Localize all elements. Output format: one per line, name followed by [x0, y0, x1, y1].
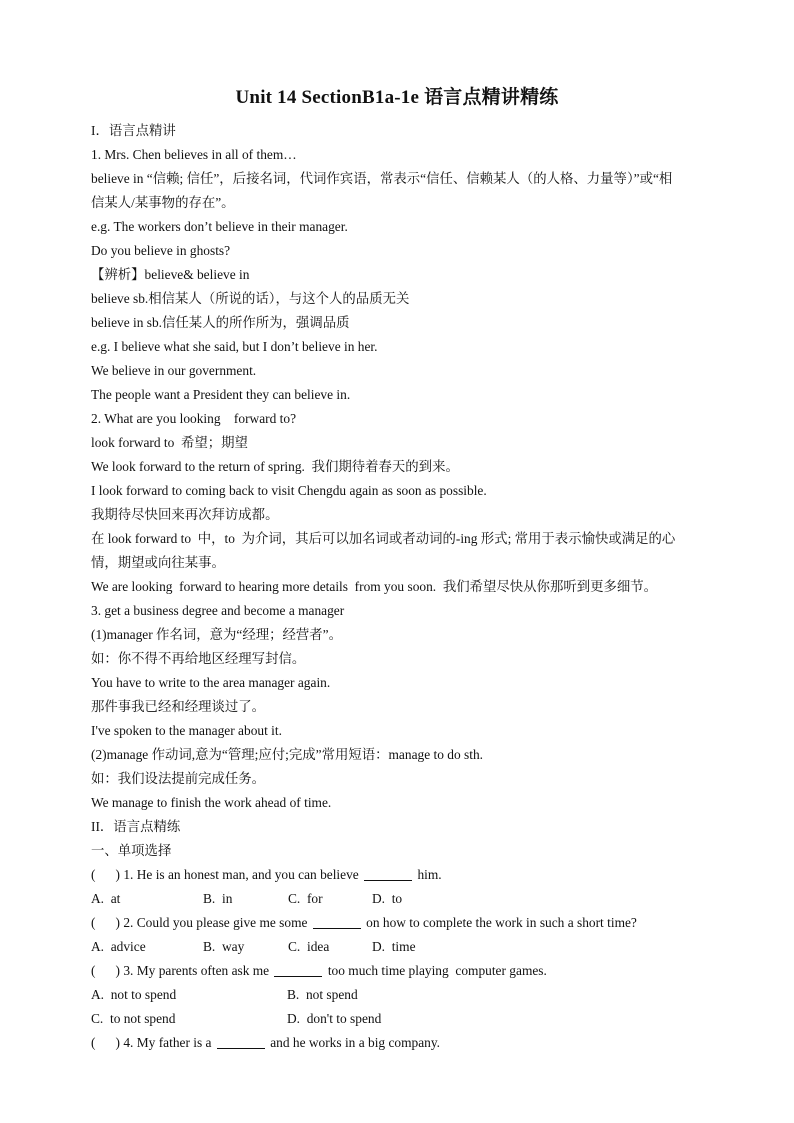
option-d[interactable]: D. time — [372, 939, 416, 954]
explanation-line: 信某人/某事物的存在”。 — [91, 195, 235, 210]
example-line: I've spoken to the manager about it. — [91, 723, 282, 738]
question-2 — [91, 911, 711, 935]
example-line: We look forward to the return of spring. 我们期待着春天的到来。 — [91, 459, 459, 474]
question-text: too much time playing computer games. — [324, 963, 547, 978]
answer-blank[interactable] — [364, 866, 412, 881]
question-4 — [91, 1031, 711, 1055]
point-3-title: 3. get a business degree and become a manager — [91, 603, 345, 618]
comparison-heading: 【辨析】believe& believe in — [91, 267, 250, 282]
subsection-heading: 一、单项选择 — [91, 843, 172, 858]
document-title: Unit 14 SectionB1a-1e 语言点精讲精练 — [235, 87, 559, 108]
point-1-title: 1. Mrs. Chen believes in all of them… — [91, 147, 297, 162]
option-c[interactable]: C. for — [288, 891, 323, 906]
option-b[interactable]: B. way — [203, 939, 245, 954]
section-heading: II．语言点精练 — [91, 819, 181, 834]
question-text: ( ) 4. My father is a — [91, 1035, 215, 1050]
example-line: e.g. The workers don’t believe in their manager. — [91, 219, 348, 234]
explanation-line: look forward to 希望；期望 — [91, 435, 248, 450]
question-2-options — [91, 935, 711, 959]
option-b[interactable]: B. not spend — [287, 987, 358, 1002]
example-line: 那件事我已经和经理谈过了。 — [91, 699, 266, 714]
option-d[interactable]: D. to — [372, 891, 403, 906]
option-d[interactable]: D. don't to spend — [287, 1011, 382, 1026]
explanation-line: believe sb.相信某人（所说的话），与这个人的品质无关 — [91, 291, 410, 306]
question-3-options-row-1 — [91, 983, 711, 1007]
question-3-options-row-2 — [91, 1007, 711, 1031]
example-line: You have to write to the area manager again. — [91, 675, 331, 690]
option-a[interactable]: A. advice — [91, 939, 146, 954]
option-a[interactable]: A. at — [91, 891, 121, 906]
example-line: The people want a President they can believe in. — [91, 387, 351, 402]
explanation-line: believe in “信赖; 信任”，后接名词，代词作宾语，常表示“信任、信赖某人（的人格、力量等）”或“相 — [91, 171, 673, 186]
example-line: 如：我们设法提前完成任务。 — [91, 771, 266, 786]
answer-blank[interactable] — [274, 962, 322, 977]
question-3 — [91, 959, 711, 983]
example-line: Do you believe in ghosts? — [91, 243, 231, 258]
answer-blank[interactable] — [217, 1034, 265, 1049]
example-line: 我期待尽快回来再次拜访成都。 — [91, 507, 279, 522]
explanation-line: believe in sb.信任某人的所作所为，强调品质 — [91, 315, 350, 330]
question-1 — [91, 863, 711, 887]
example-line: e.g. I believe what she said, but I don’t believe in her. — [91, 339, 378, 354]
question-text: ( ) 3. My parents often ask me — [91, 963, 273, 978]
question-text: ( ) 2. Could you please give me some — [91, 915, 311, 930]
explanation-line: 在 look forward to 中，to 为介词，其后可以加名词或者动词的-ing 形式; 常用于表示愉快或满足的心 — [91, 531, 676, 546]
example-line: I look forward to coming back to visit Chengdu again as soon as possible. — [91, 483, 487, 498]
document-body — [91, 119, 711, 1055]
option-c[interactable]: C. idea — [288, 939, 330, 954]
option-c[interactable]: C. to not spend — [91, 1011, 176, 1026]
explanation-line: (1)manager 作名词，意为“经理；经营者”。 — [91, 627, 343, 642]
question-text: him. — [414, 867, 442, 882]
section-heading: I．语言点精讲 — [91, 123, 176, 138]
question-text: on how to complete the work in such a short time? — [362, 915, 637, 930]
answer-blank[interactable] — [313, 914, 361, 929]
example-line: 如：你不得不再给地区经理写封信。 — [91, 651, 306, 666]
question-text: ( ) 1. He is an honest man, and you can believe — [91, 867, 363, 882]
option-a[interactable]: A. not to spend — [91, 987, 177, 1002]
example-line: We believe in our government. — [91, 363, 257, 378]
explanation-line: 情，期望或向往某事。 — [91, 555, 225, 570]
question-text: and he works in a big company. — [266, 1035, 441, 1050]
question-1-options — [91, 887, 711, 911]
point-2-title: 2. What are you looking forward to? — [91, 411, 297, 426]
example-line: We manage to finish the work ahead of time. — [91, 795, 332, 810]
example-line: We are looking forward to hearing more details from you soon. 我们希望尽快从你那听到更多细节。 — [91, 579, 658, 594]
option-b[interactable]: B. in — [203, 891, 233, 906]
explanation-line: (2)manage 作动词,意为“管理;应付;完成”常用短语：manage to do sth. — [91, 747, 483, 762]
